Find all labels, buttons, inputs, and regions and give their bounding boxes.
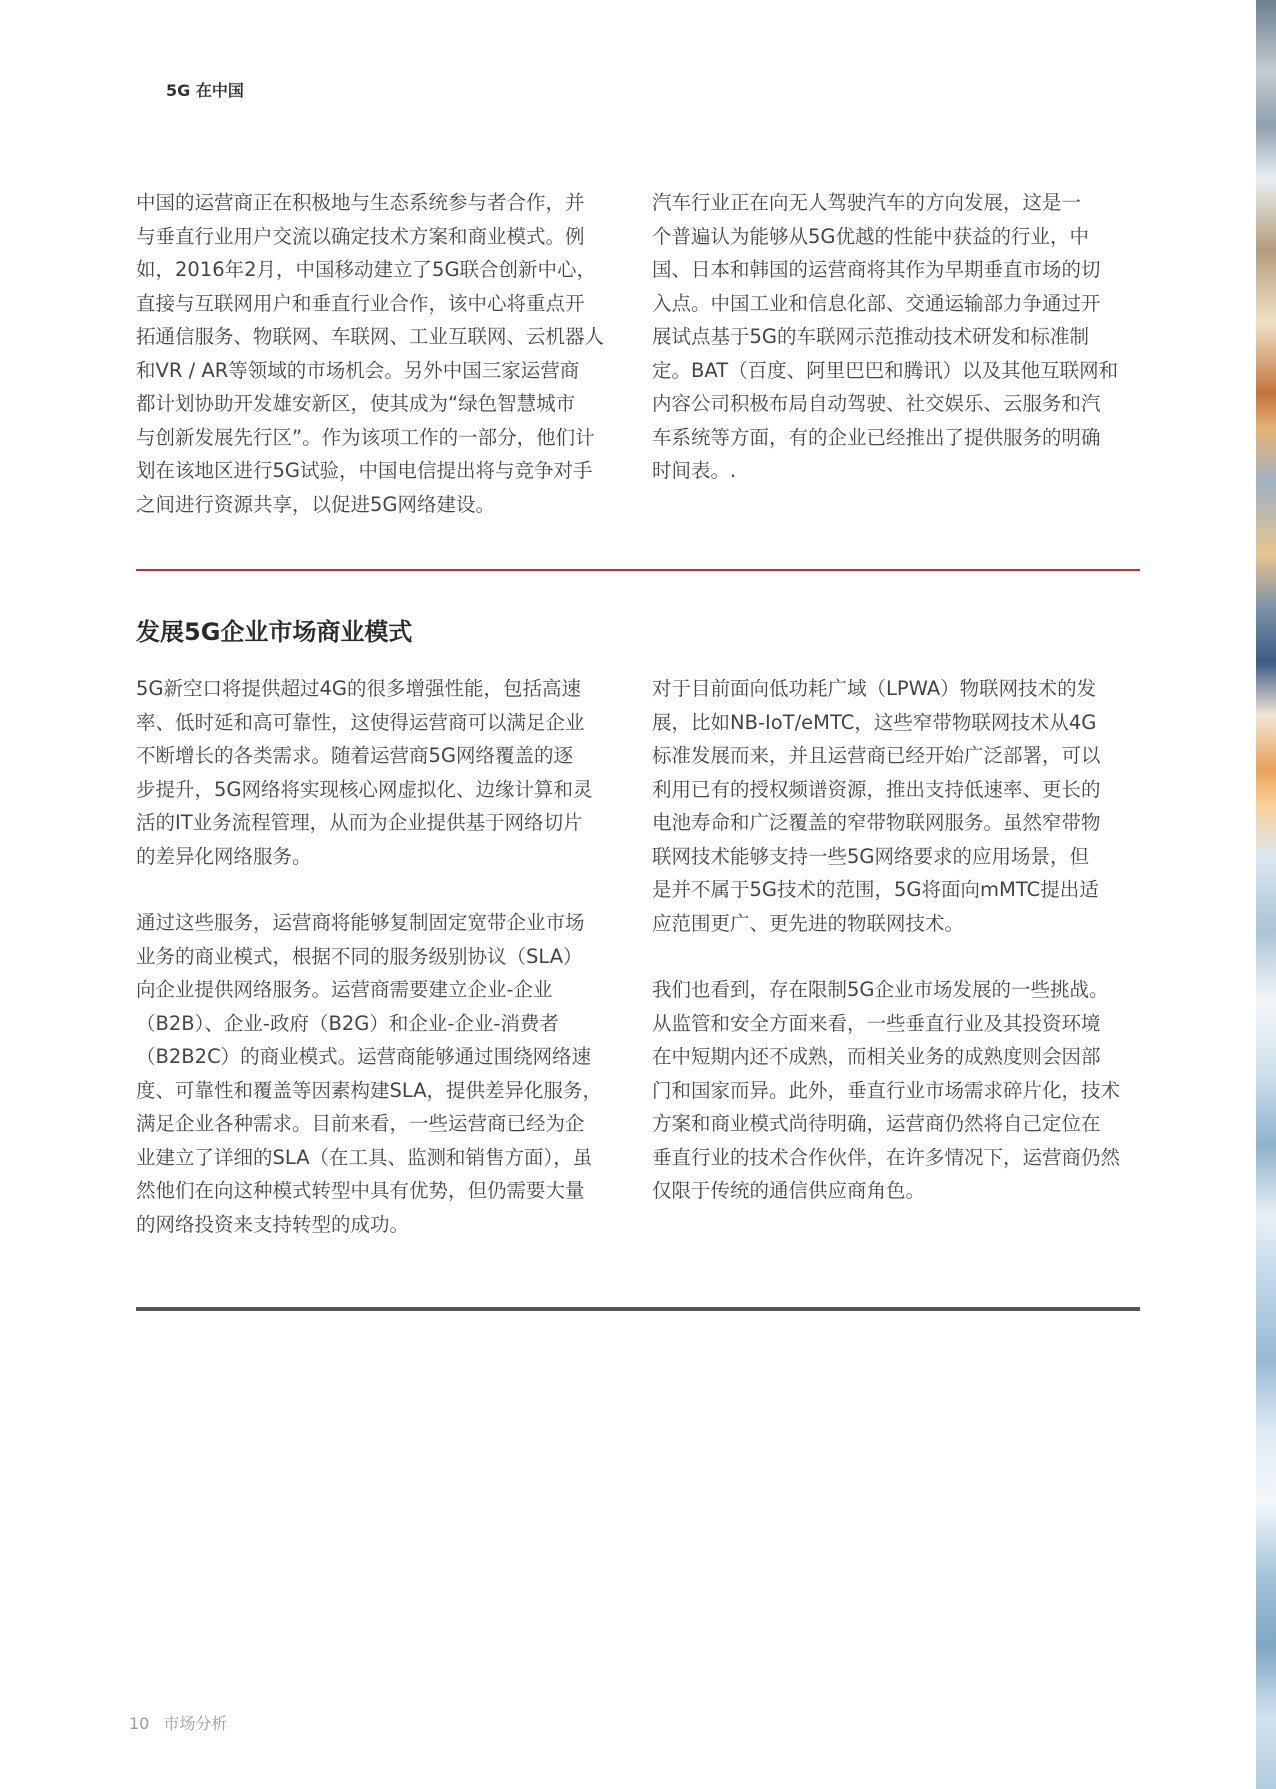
section-left-column — [136, 672, 616, 1241]
page-footer — [129, 1711, 227, 1734]
intro-left-paragraph: 中国的运营商正在积极地与生态系统参与者合作，并 与垂直行业用户交流以确定技术方案和商业模式。例 如，2016年2月，中国移动建立了5G联合创新中心， 直接与互联网用户和垂直行业合作，该中心将重点开 拓通信服务、物联网、车联网、工业互联网、云机器人 和VR / AR等领域的市场机会。另外中国三家运营商 都计划协助开发雄安新区，使其成为“绿色智慧城市 与创新发展先行区”。作为该项工作的一部分，他们计 划在该地区进行5G试验，中国电信提出将与竞争对手 之间进行资源共享，以促进5G网络建设。 — [136, 191, 605, 516]
running-header: 5G 在中国 — [166, 81, 244, 100]
page-number: 10 — [129, 1714, 150, 1733]
section-divider — [136, 569, 1140, 571]
intro-left-column — [136, 186, 616, 521]
section-left-paragraph-2: 通过这些服务，运营商将能够复制固定宽带企业市场 业务的商业模式，根据不同的服务级别协议（SLA） 向企业提供网络服务。运营商需要建立企业-企业 （B2B）、企业-政府（B2G）和企业-企业-消费者 （B2B2C）的商业模式。运营商能够通过围绕网络速 度、可靠性和覆盖等因素构建SLA，提供差异化服务， 满足企业各种需求。目前来看，一些运营商已经为企 业建立了详细的SLA（在工具、监测和销售方面），虽 然他们在向这种模式转型中具有优势，但仍需要大量 的网络投资来支持转型的成功。 — [136, 911, 603, 1236]
bottom-divider — [136, 1307, 1140, 1311]
intro-right-column — [652, 186, 1132, 488]
decorative-image-strip — [1256, 0, 1276, 1789]
intro-right-paragraph: 汽车行业正在向无人驾驶汽车的方向发展，这是一 个普遍认为能够从5G优越的性能中获益的行业，中 国、日本和韩国的运营商将其作为早期垂直市场的切 入点。中国工业和信息化部、交通运输部力争通过开 展试点基于5G的车联网示范推动技术研发和标准制 定。BAT（百度、阿里巴巴和腾讯）以及其他互联网和 内容公司积极布局自动驾驶、社交娱乐、云服务和汽 车系统等方面，有的企业已经推出了提供服务的明确 时间表。. — [652, 191, 1119, 482]
section-right-column — [652, 672, 1132, 1208]
section-right-paragraph-1: 对于目前面向低功耗广域（LPWA）物联网技术的发 展，比如NB-IoT/eMTC，这些窄带物联网技术从4G 标准发展而来，并且运营商已经开始广泛部署，可以 利用已有的授权频谱资源，推出支持低速率、更长的 电池寿命和广泛覆盖的窄带物联网服务。虽然窄带物 联网技术能够支持一些5G网络要求的应用场景，但 是并不属于5G技术的范围，5G将面向mMTC提出适 应范围更广、更先进的物联网技术。 — [652, 677, 1101, 935]
footer-section-name: 市场分析 — [163, 1714, 228, 1733]
section-title: 发展5G企业市场商业模式 — [136, 618, 413, 646]
section-left-paragraph-1: 5G新空口将提供超过4G的很多增强性能，包括高速 率、低时延和高可靠性，这使得运营商可以满足企业 不断增长的各类需求。随着运营商5G网络覆盖的逐 步提升，5G网络将实现核心网虚拟化、边缘计算和灵 活的IT业务流程管理，从而为企业提供基于网络切片 的差异化网络服务。 — [136, 677, 593, 868]
section-right-paragraph-2: 我们也看到，存在限制5G企业市场发展的一些挑战。 从监管和安全方面来看，一些垂直行业及其投资环境 在中短期内还不成熟，而相关业务的成熟度则会因部 门和国家而异。此外，垂直行业市场需求碎片化，技术 方案和商业模式尚待明确，运营商仍然将自己定位在 垂直行业的技术合作伙伴，在许多情况下，运营商仍然 仅限于传统的通信供应商角色。 — [652, 978, 1121, 1202]
